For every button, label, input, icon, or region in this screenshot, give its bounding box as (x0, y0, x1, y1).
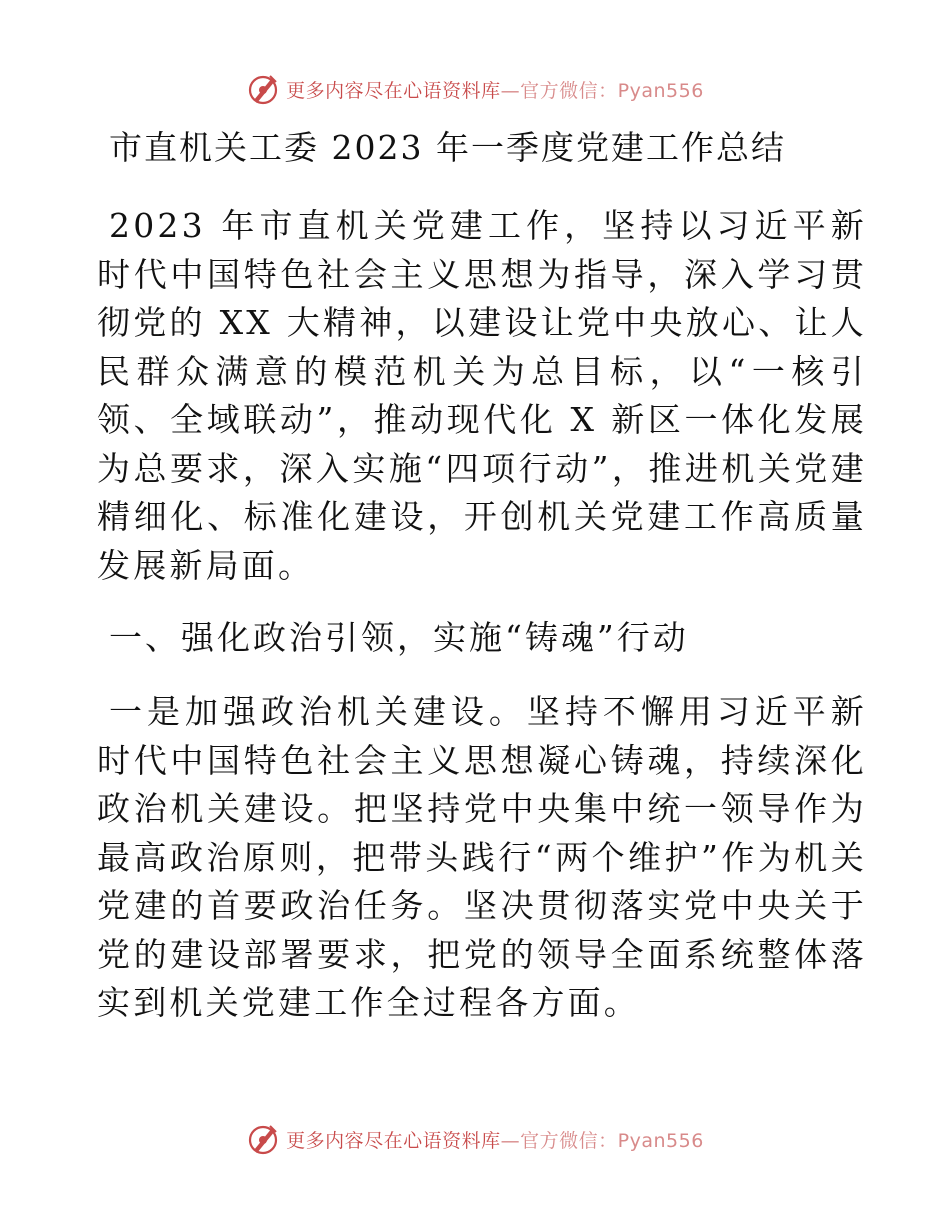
watermark-header (0, 72, 950, 106)
document-body (97, 120, 867, 1028)
intro-paragraph: 2023 年市直机关党建工作，坚持以习近平新时代中国特色社会主义思想为指导，深入学习贯彻党的 XX 大精神，以建设让党中央放心、让人民群众满意的模范机关为总目标，以“一核引领、全域联动”，推动现代化 X 新区一体化发展为总要求，深入实施“四项行动”，推进机关党建精细化、标准化建设，开创机关党建工作高质量发展新局面。 (97, 206, 867, 585)
brush-logo-icon (246, 1122, 280, 1156)
section-heading: 一、强化政治引领，实施“铸魂”行动 (109, 618, 689, 657)
document-title: 市直机关工委 2023 年一季度党建工作总结 (109, 128, 786, 167)
watermark-footer (0, 1122, 950, 1156)
section-paragraph: 一是加强政治机关建设。坚持不懈用习近平新时代中国特色社会主义思想凝心铸魂，持续深化政治机关建设。把坚持党中央集中统一领导作为最高政治原则，把带头践行“两个维护”作为机关党建的首要政治任务。坚决贯彻落实党中央关于党的建设部署要求，把党的领导全面系统整体落实到机关党建工作全过程各方面。 (97, 692, 867, 1022)
brush-logo-icon (246, 72, 280, 106)
watermark-label: 更多内容尽在心语资料库—官方微信：Pyan556 (286, 79, 704, 102)
watermark-label: 更多内容尽在心语资料库—官方微信：Pyan556 (286, 1129, 704, 1152)
